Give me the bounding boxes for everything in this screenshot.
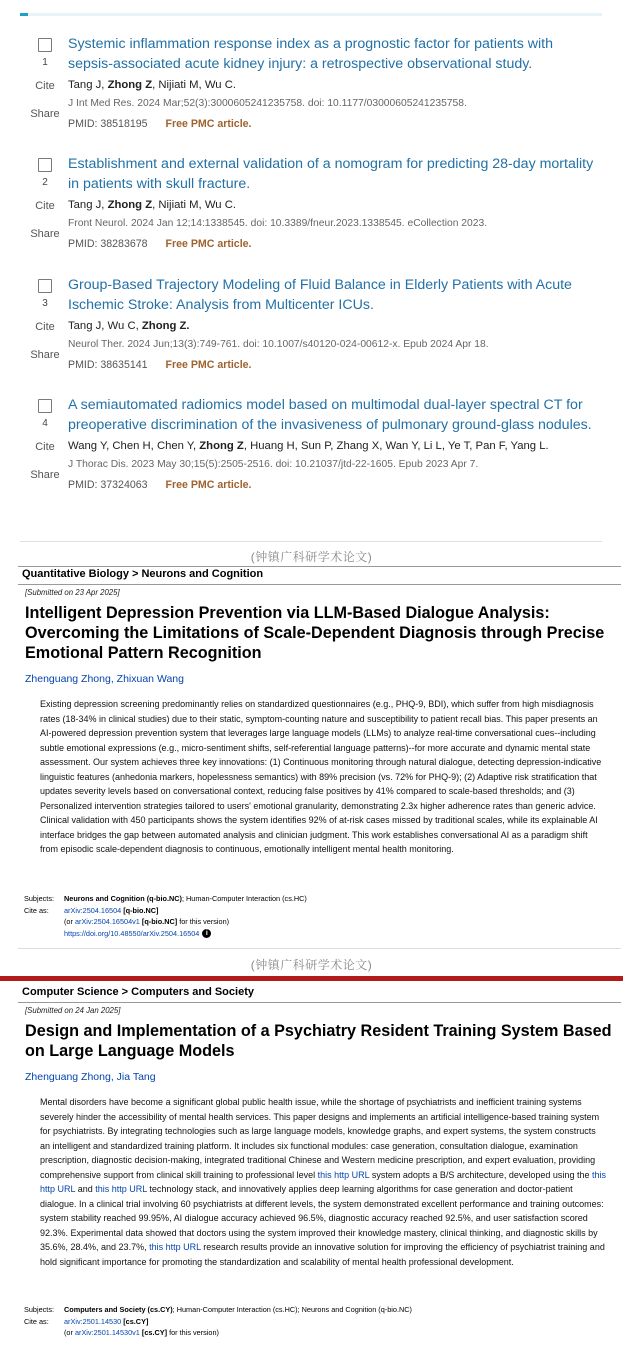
version-category-tag: [cs.CY] bbox=[141, 1328, 168, 1337]
authors-highlight: Zhong Z bbox=[107, 199, 153, 211]
paper-metadata bbox=[24, 893, 307, 939]
free-pmc-link[interactable]: Free PMC article. bbox=[165, 359, 252, 371]
result-authors bbox=[68, 196, 598, 214]
pubmed-top-bar bbox=[20, 13, 602, 16]
result-title-link[interactable]: Group-Based Trajectory Modeling of Fluid Balance in Elderly Patients with Acute Ischemic Stroke: Analysis from Multicenter ICUs. bbox=[68, 277, 572, 313]
result-body bbox=[68, 275, 598, 375]
result-citation: J Thorac Dis. 2023 May 30;15(5):2505-2516. doi: 10.21037/jtd-22-1605. Epub 2023 Apr 7. bbox=[68, 459, 479, 470]
arxiv-category-tag: [q-bio.NC] bbox=[123, 905, 159, 915]
arxiv-breadcrumb[interactable]: Computer Science > Computers and Society bbox=[22, 986, 254, 998]
pubmed-divider bbox=[20, 541, 602, 542]
arxiv-breadcrumb[interactable]: Quantitative Biology > Neurons and Cognition bbox=[22, 568, 264, 580]
pmid-text: PMID: 38518195 bbox=[68, 118, 148, 130]
abstract-text: system adopts a B/S architecture, developed using the bbox=[369, 1169, 592, 1180]
paper-abstract: Existing depression screening predominantly relies on standardized questionnaires (e.g., PHQ-9, BDI), which suffer from high misdiagnosis rates (18-34% in clinical studies) due to their static, symptom-counting nature and susceptibility to patient recall bias. This paper presents an AI-powered depression prevention system that leverages large language models (LLMs) to analyze real-time conversational cues--including subtle emotional expressions (e.g., micro-sentiment shifts, self-referential language patterns)--for more accurate and dynamic mental state assessment. Our system achieves three key innovations: (1) Continuous monitoring through natural dialogue, detecting depression-indicative linguistic features (anhedonia markers, hopelessness semantics) with 89% precision (vs. 72% for PHQ-9); (2) Adaptive risk stratification that updates severity levels based on conversational context, reducing false positives by 41% compared to scale-based thresholds; and (3) Personalized intervention strategies tailored to users' emotional granularity, demonstrating 2.3x higher adherence rates than generic advice. Clinical validation with 450 participants shows the system identifies 92% of at-risk cases missed by traditional scales, while its explainable AI interface bridges the gap between automated analysis and clinician judgment. This work establishes conversational AI as a paradigm shift from episodic scale-dependent diagnosis to continuous, emotionally intelligent mental health monitoring. bbox=[40, 699, 602, 854]
arxiv-divider bbox=[18, 584, 621, 585]
result-title-link[interactable]: Establishment and external validation of a nomogram for predicting 28-day mortality in patients with skull fracture. bbox=[68, 156, 594, 192]
version-post: for this version) bbox=[167, 1328, 219, 1337]
author-link[interactable]: Zhenguang Zhong bbox=[25, 1071, 111, 1083]
result-pmid bbox=[68, 114, 598, 134]
share-button[interactable]: Share bbox=[30, 349, 60, 361]
watermark-caption: (钟镇广科研学术论文) bbox=[250, 958, 373, 972]
result-number: 2 bbox=[42, 177, 48, 188]
authors-highlight: Zhong Z bbox=[199, 440, 244, 452]
pubmed-top-accent bbox=[20, 13, 28, 16]
share-button[interactable]: Share bbox=[30, 228, 60, 240]
authors-post: , Nijiati M, Wu C. bbox=[152, 199, 237, 211]
cite-as-label: Cite as: bbox=[24, 1316, 49, 1326]
arxiv-divider bbox=[18, 566, 621, 567]
cite-button[interactable]: Cite bbox=[35, 321, 55, 333]
secondary-subjects: ; Human-Computer Interaction (cs.HC) bbox=[181, 894, 307, 903]
authors-pre: Tang J, Wu C, bbox=[68, 320, 142, 332]
authors-highlight: Zhong Z. bbox=[141, 320, 190, 332]
abstract-link[interactable]: this http URL bbox=[317, 1169, 370, 1180]
version-category-tag: [q-bio.NC] bbox=[141, 917, 178, 926]
authors-highlight: Zhong Z bbox=[107, 79, 153, 91]
primary-subject: Computers and Society (cs.CY) bbox=[64, 1305, 173, 1314]
arxiv-divider bbox=[18, 948, 621, 949]
free-pmc-link[interactable]: Free PMC article. bbox=[165, 238, 252, 250]
result-number: 3 bbox=[42, 298, 48, 309]
result-number: 4 bbox=[42, 418, 48, 429]
result-pmid bbox=[68, 475, 598, 495]
paper-authors: Zhenguang Zhong, Zhixuan Wang bbox=[25, 673, 184, 685]
subjects-label: Subjects: bbox=[24, 894, 55, 903]
result-citation: Neurol Ther. 2024 Jun;13(3):749-761. doi: 10.1007/s40120-024-00612-x. Epub 2024 Apr 18. bbox=[68, 339, 489, 350]
paper-title: Design and Implementation of a Psychiatry Resident Training System Based on Large Language Models bbox=[25, 1022, 612, 1060]
free-pmc-link[interactable]: Free PMC article. bbox=[165, 118, 252, 130]
arxiv-id-link[interactable]: arXiv:2501.14530 bbox=[64, 1316, 122, 1326]
cite-button[interactable]: Cite bbox=[35, 441, 55, 453]
paper-abstract bbox=[40, 1095, 608, 1269]
abstract-text: Mental disorders have become a significant global public health issue, while the shortage of psychiatrists and inefficient training systems severely hinder the accessibility of mental health services. This paper designs and implements an artificial intelligence-based training system for psychiatrists. By integrating technologies such as large language models, knowledge graphs, and expert systems, the system constructs an intelligent and standardized training platform. It includes six functional modules: case generation, consultation dialogue, examination prescription, diagnostic decision-making, integrated traditional Chinese and Western medicine prescription, and expert evaluation, providing comprehensive support from clinical skill training to professional level bbox=[40, 1097, 600, 1180]
result-authors bbox=[68, 317, 598, 335]
pmid-text: PMID: 38283678 bbox=[68, 238, 148, 250]
result-number: 1 bbox=[42, 57, 48, 68]
result-pmid bbox=[68, 234, 598, 254]
result-pmid bbox=[68, 355, 598, 375]
submission-date: [Submitted on 23 Apr 2025] bbox=[25, 588, 120, 597]
arxiv-version-link[interactable]: arXiv:2504.16504v1 bbox=[74, 917, 140, 926]
version-post: for this version) bbox=[177, 917, 230, 926]
share-button[interactable]: Share bbox=[30, 108, 60, 120]
result-checkbox[interactable] bbox=[38, 279, 52, 293]
authors-post: , Huang H, Sun P, Zhang X, Wan Y, Li L, Ye T, Pan F, Yang L. bbox=[243, 440, 549, 452]
result-title-link[interactable]: Systemic inflammation response index as a prognostic factor for patients with sepsis-associated acute kidney injury: a retrospective observational study. bbox=[68, 36, 553, 72]
result-citation: J Int Med Res. 2024 Mar;52(3):3000605241235758. doi: 10.1177/03000605241235758. bbox=[68, 98, 467, 109]
result-checkbox[interactable] bbox=[38, 38, 52, 52]
arxiv-divider bbox=[18, 1002, 621, 1003]
result-body bbox=[68, 154, 598, 254]
authors-post: , Nijiati M, Wu C. bbox=[152, 79, 237, 91]
authors-pre: Tang J, bbox=[68, 79, 108, 91]
submission-date: [Submitted on 24 Jan 2025] bbox=[25, 1006, 121, 1015]
arxiv-version-link[interactable]: arXiv:2501.14530v1 bbox=[74, 1328, 140, 1337]
arxiv-header-bar bbox=[0, 976, 623, 981]
result-body bbox=[68, 395, 598, 495]
abstract-text: research results provide an innovative solution for improving the efficiency of psychiatrist training and hold significant importance for promoting the standardization and scalability of mental health professional development. bbox=[40, 1242, 605, 1267]
paper-authors: Zhenguang Zhong, Jia Tang bbox=[25, 1071, 156, 1083]
abstract-link[interactable]: this http URL bbox=[40, 1169, 606, 1194]
info-icon[interactable]: i bbox=[202, 929, 211, 938]
cite-as-label: Cite as: bbox=[24, 905, 49, 915]
abstract-text: and bbox=[75, 1184, 96, 1194]
cite-button[interactable]: Cite bbox=[35, 200, 55, 212]
version-pre: (or bbox=[64, 1328, 75, 1337]
abstract-text: technology stack, and innovatively applies deep learning algorithms for case generation and doctor-patient dialogue. In a clinical trial involving 60 psychiatrists at different levels, the system demonstrated excellent performance and training outcomes: system stability reached 99.95%, AI dialogue accuracy achieved 96.5%, diagnostic accuracy reached 92.5%, and user satisfaction scored 92.3%. Experimental data showed that doctors using the system improved their knowledge mastery, clinical thinking, and diagnostic skills by 35.6%, 28.4%, and 23.7%, bbox=[40, 1184, 604, 1252]
arxiv-category-tag: [cs.CY] bbox=[123, 1316, 149, 1326]
result-checkbox[interactable] bbox=[38, 399, 52, 413]
arxiv-id-link[interactable]: arXiv:2504.16504 bbox=[64, 905, 122, 915]
pmid-text: PMID: 37324063 bbox=[68, 479, 148, 491]
cite-button[interactable]: Cite bbox=[35, 80, 55, 92]
result-authors bbox=[68, 76, 598, 94]
watermark-caption: (钟镇广科研学术论文) bbox=[250, 550, 373, 564]
author-link[interactable]: Zhixuan Wang bbox=[116, 673, 184, 685]
result-citation: Front Neurol. 2024 Jan 12;14:1338545. doi: 10.3389/fneur.2023.1338545. eCollection 2023. bbox=[68, 218, 488, 229]
share-button[interactable]: Share bbox=[30, 469, 60, 481]
result-authors bbox=[68, 437, 598, 455]
result-title-link[interactable]: A semiautomated radiomics model based on multimodal dual-layer spectral CT for preoperative discrimination of the invasiveness of pulmonary ground-glass nodules. bbox=[68, 397, 592, 433]
primary-subject: Neurons and Cognition (q-bio.NC) bbox=[64, 894, 182, 903]
author-link[interactable]: Jia Tang bbox=[116, 1071, 156, 1083]
doi-link[interactable]: https://doi.org/10.48550/arXiv.2504.16504 bbox=[64, 928, 200, 938]
authors-pre: Tang J, bbox=[68, 199, 108, 211]
free-pmc-link[interactable]: Free PMC article. bbox=[165, 479, 252, 491]
paper-title: Intelligent Depression Prevention via LLM-Based Dialogue Analysis: Overcoming the Limitations of Scale-Dependent Diagnosis through Precise Emotional Pattern Recognition bbox=[25, 604, 605, 662]
result-checkbox[interactable] bbox=[38, 158, 52, 172]
version-pre: (or bbox=[64, 917, 75, 926]
paper-metadata bbox=[24, 1304, 412, 1339]
pmid-text: PMID: 38635141 bbox=[68, 359, 148, 371]
abstract-link[interactable]: this http URL bbox=[95, 1184, 147, 1194]
secondary-subjects: ; Human-Computer Interaction (cs.HC); Neurons and Cognition (q-bio.NC) bbox=[172, 1305, 412, 1314]
author-link[interactable]: Zhenguang Zhong bbox=[25, 673, 111, 685]
subjects-label: Subjects: bbox=[24, 1305, 55, 1314]
result-body bbox=[68, 34, 598, 134]
abstract-link[interactable]: this http URL bbox=[149, 1242, 201, 1252]
authors-pre: Wang Y, Chen H, Chen Y, bbox=[68, 440, 200, 452]
